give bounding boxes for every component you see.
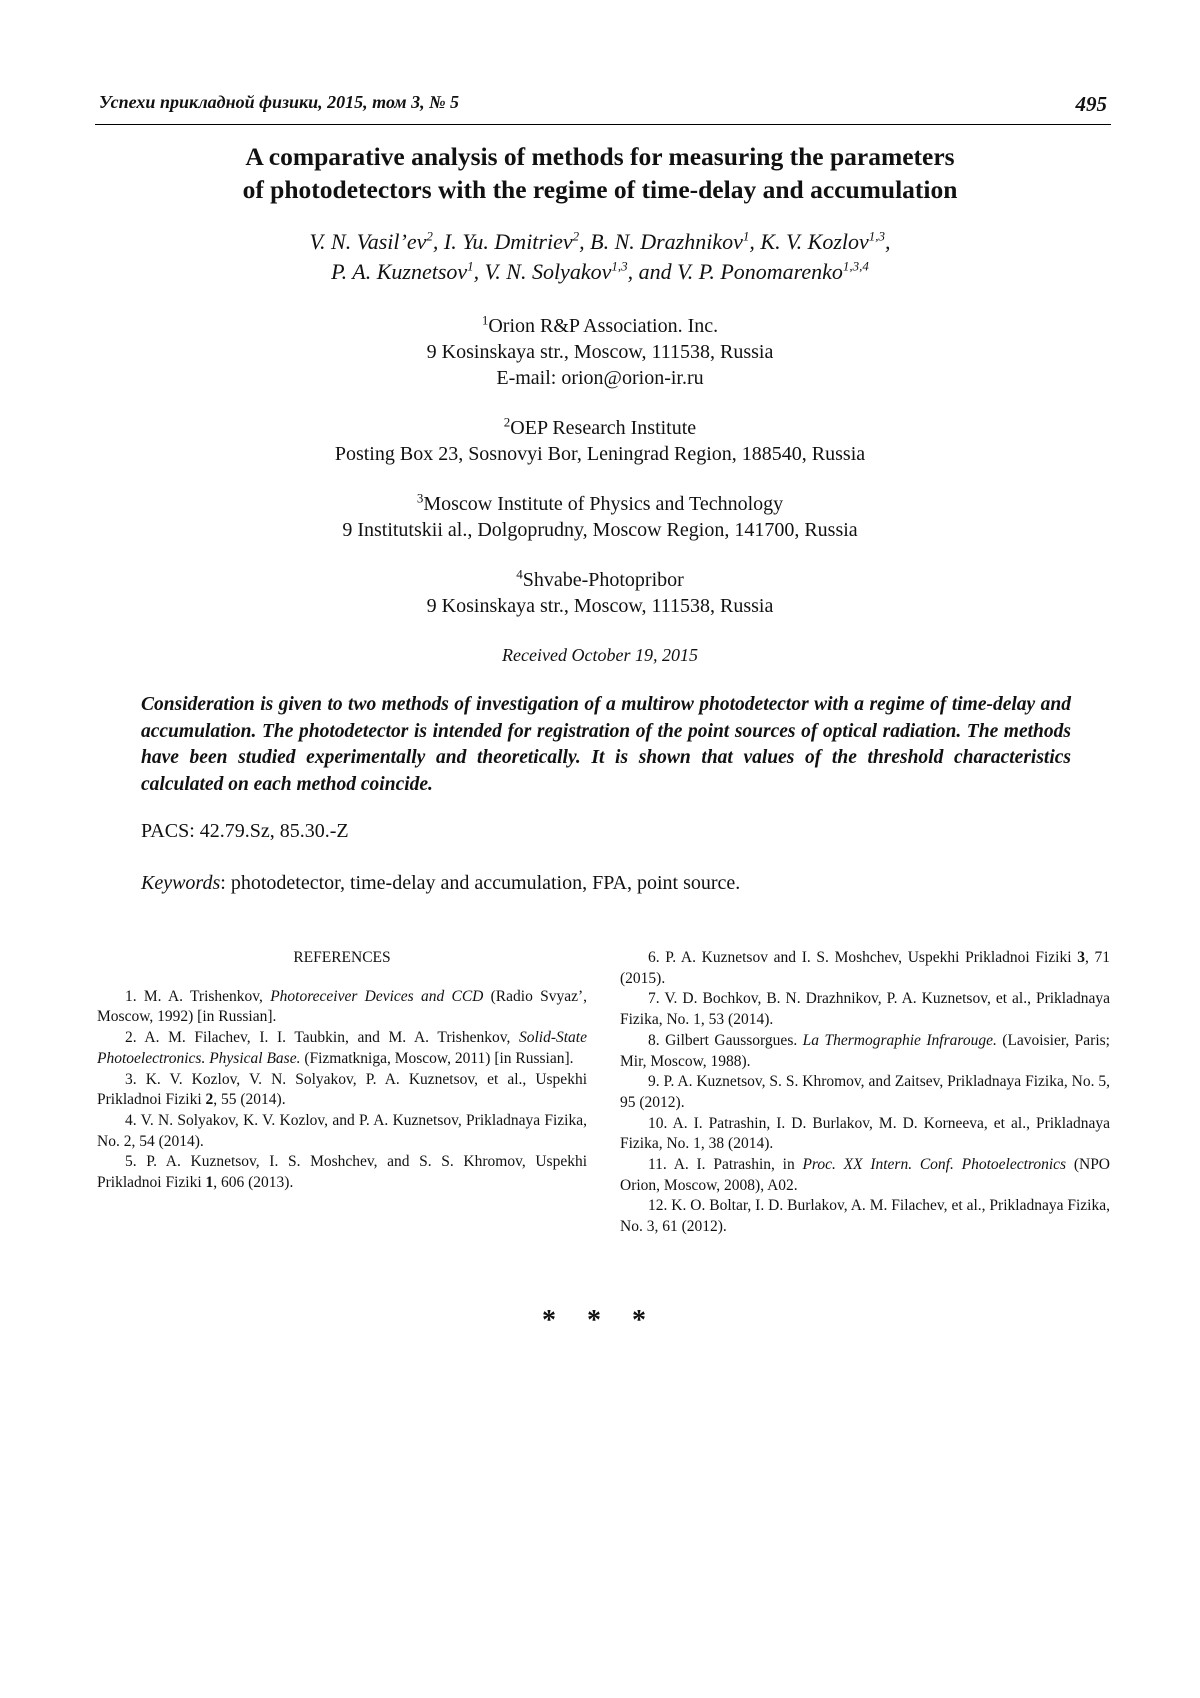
- author-separator: ,: [749, 229, 761, 254]
- title-line-2: of photodetectors with the regime of time-delay and accumulation: [242, 175, 958, 204]
- affiliation-address: 9 Kosinskaya str., Moscow, 111538, Russia: [426, 341, 774, 363]
- reference-item: 1. M. A. Trishenkov, Photoreceiver Devices and CCD (Radio Svyaz’, Moscow, 1992) [in Russian].: [97, 987, 588, 1026]
- reference-item: 3. K. V. Kozlov, V. N. Solyakov, P. A. Kuznetsov, et al., Uspekhi Prikladnoi Fiziki 2, 55 (2014).: [97, 1070, 587, 1109]
- paper-title: [100, 140, 1100, 206]
- reference-item: 6. P. A. Kuznetsov and I. S. Moshchev, Uspekhi Prikladnoi Fiziki 3, 71 (2015).: [620, 949, 1111, 987]
- reference-item: 7. V. D. Bochkov, B. N. Drazhnikov, P. A. Kuznetsov, et al., Prikladnaya Fizika, No. 1, 53 (2014).: [620, 990, 1110, 1029]
- affiliation-number: 1: [481, 312, 489, 328]
- affiliation-name: OEP Research Institute: [510, 417, 697, 439]
- page-number: 495: [1075, 92, 1107, 116]
- affiliation-2: [100, 415, 1100, 467]
- affiliation-email: E-mail: orion@orion-ir.ru: [496, 367, 704, 389]
- keywords: [141, 872, 740, 895]
- keywords-label: Keywords: [141, 872, 221, 894]
- author-affiliation-mark: 2: [426, 228, 433, 244]
- author-name: V. N. Solyakov: [484, 259, 612, 284]
- references-heading: REFERENCES: [293, 949, 391, 966]
- affiliation-4: [100, 567, 1100, 619]
- author-name: V. P. Ponomarenko: [677, 259, 843, 284]
- author-list: [100, 227, 1100, 287]
- affiliation-3: [100, 491, 1100, 543]
- author-affiliation-mark: 1,3,4: [842, 258, 869, 274]
- affiliation-name: Orion R&P Association. Inc.: [488, 315, 719, 337]
- author-affiliation-mark: 1: [742, 228, 750, 244]
- author-name: I. Yu. Dmitriev: [443, 229, 573, 254]
- reference-item: 9. P. A. Kuznetsov, S. S. Khromov, and Zaitsev, Prikladnaya Fizika, No. 5, 95 (2012).: [620, 1073, 1110, 1111]
- affiliation-name: Shvabe-Photopribor: [522, 569, 684, 591]
- section-end-mark: * * *: [542, 1305, 658, 1336]
- reference-item: 5. P. A. Kuznetsov, I. S. Moshchev, and S. S. Khromov, Uspekhi Prikladnoi Fiziki 1, 606 (2013).: [97, 1153, 587, 1192]
- author-affiliation-mark: 1: [467, 258, 474, 274]
- author-conjunction: and: [638, 259, 678, 284]
- author-separator: ,: [473, 259, 485, 284]
- author-name: K. V. Kozlov: [760, 229, 869, 254]
- reference-item: 12. K. O. Boltar, I. D. Burlakov, A. M. Filachev, et al., Prikladnaya Fizika, No. 3, 61 (2012).: [620, 1197, 1110, 1236]
- received-date: Received October 19, 2015: [502, 645, 698, 665]
- journal-name: Успехи прикладной физики, 2015, том 3, № 5: [99, 92, 460, 112]
- keywords-text: : photodetector, time-delay and accumulation, FPA, point source.: [220, 872, 741, 894]
- author-name: B. N. Drazhnikov: [590, 229, 743, 254]
- author-separator: ,: [579, 229, 591, 254]
- author-name: P. A. Kuznetsov: [331, 259, 468, 284]
- title-line-1: A comparative analysis of methods for measuring the parameters: [245, 142, 955, 171]
- author-affiliation-mark: 1,3: [868, 228, 886, 244]
- author-name: V. N. Vasil’ev: [309, 229, 427, 254]
- affiliation-name: Moscow Institute of Physics and Technology: [423, 493, 784, 515]
- reference-item: 8. Gilbert Gaussorgues. La Thermographie Infrarouge. (Lavoisier, Paris; Mir, Moscow, 1988).: [620, 1031, 1110, 1070]
- reference-item: 2. A. M. Filachev, I. I. Taubkin, and M. A. Trishenkov, Solid-State Photoelectronics. Physical Base. (Fizmatkniga, Moscow, 2011) [in Russian].: [97, 1029, 587, 1067]
- running-header: [95, 88, 1111, 125]
- author-line-1: [100, 227, 1100, 257]
- affiliation-address: 9 Kosinskaya str., Moscow, 111538, Russia: [426, 595, 774, 617]
- reference-item: 10. A. I. Patrashin, I. D. Burlakov, M. D. Korneeva, et al., Prikladnaya Fizika, No. 1, 38 (2014).: [620, 1114, 1110, 1153]
- author-affiliation-mark: 1,3: [611, 258, 628, 274]
- abstract: Consideration is given to two methods of investigation of a multirow photodetector with a regime of time-delay and accumulation. The photodetector is intended for registration of the point sources of optical radiation. The methods have been studied experimentally and theoretically. It is shown that values of the threshold characteristics calculated on each method coincide.: [141, 694, 1071, 795]
- affiliation-address: Posting Box 23, Sosnovyi Bor, Leningrad Region, 188540, Russia: [334, 443, 866, 465]
- author-separator: ,: [432, 229, 444, 254]
- references-column-right: [620, 948, 1110, 1238]
- affiliation-address: 9 Institutskii al., Dolgoprudny, Moscow Region, 141700, Russia: [342, 519, 858, 541]
- affiliation-1: [100, 313, 1100, 391]
- affiliation-number: 2: [503, 414, 511, 430]
- reference-item: 11. A. I. Patrashin, in Proc. XX Intern. Conf. Photoelectronics (NPO Orion, Moscow, 2008), A02.: [620, 1156, 1111, 1194]
- affiliation-number: 3: [416, 490, 424, 506]
- pacs-codes: PACS: 42.79.Sz, 85.30.-Z: [141, 820, 349, 842]
- references-column-left: [97, 948, 587, 1194]
- author-affiliation-mark: 2: [572, 228, 580, 244]
- affiliation-number: 4: [516, 566, 523, 582]
- author-separator: ,: [885, 229, 891, 254]
- author-line-2: [100, 257, 1100, 287]
- reference-item: 4. V. N. Solyakov, K. V. Kozlov, and P. A. Kuznetsov, Prikladnaya Fizika, No. 2, 54 (2014).: [97, 1111, 587, 1150]
- author-separator: ,: [627, 259, 639, 284]
